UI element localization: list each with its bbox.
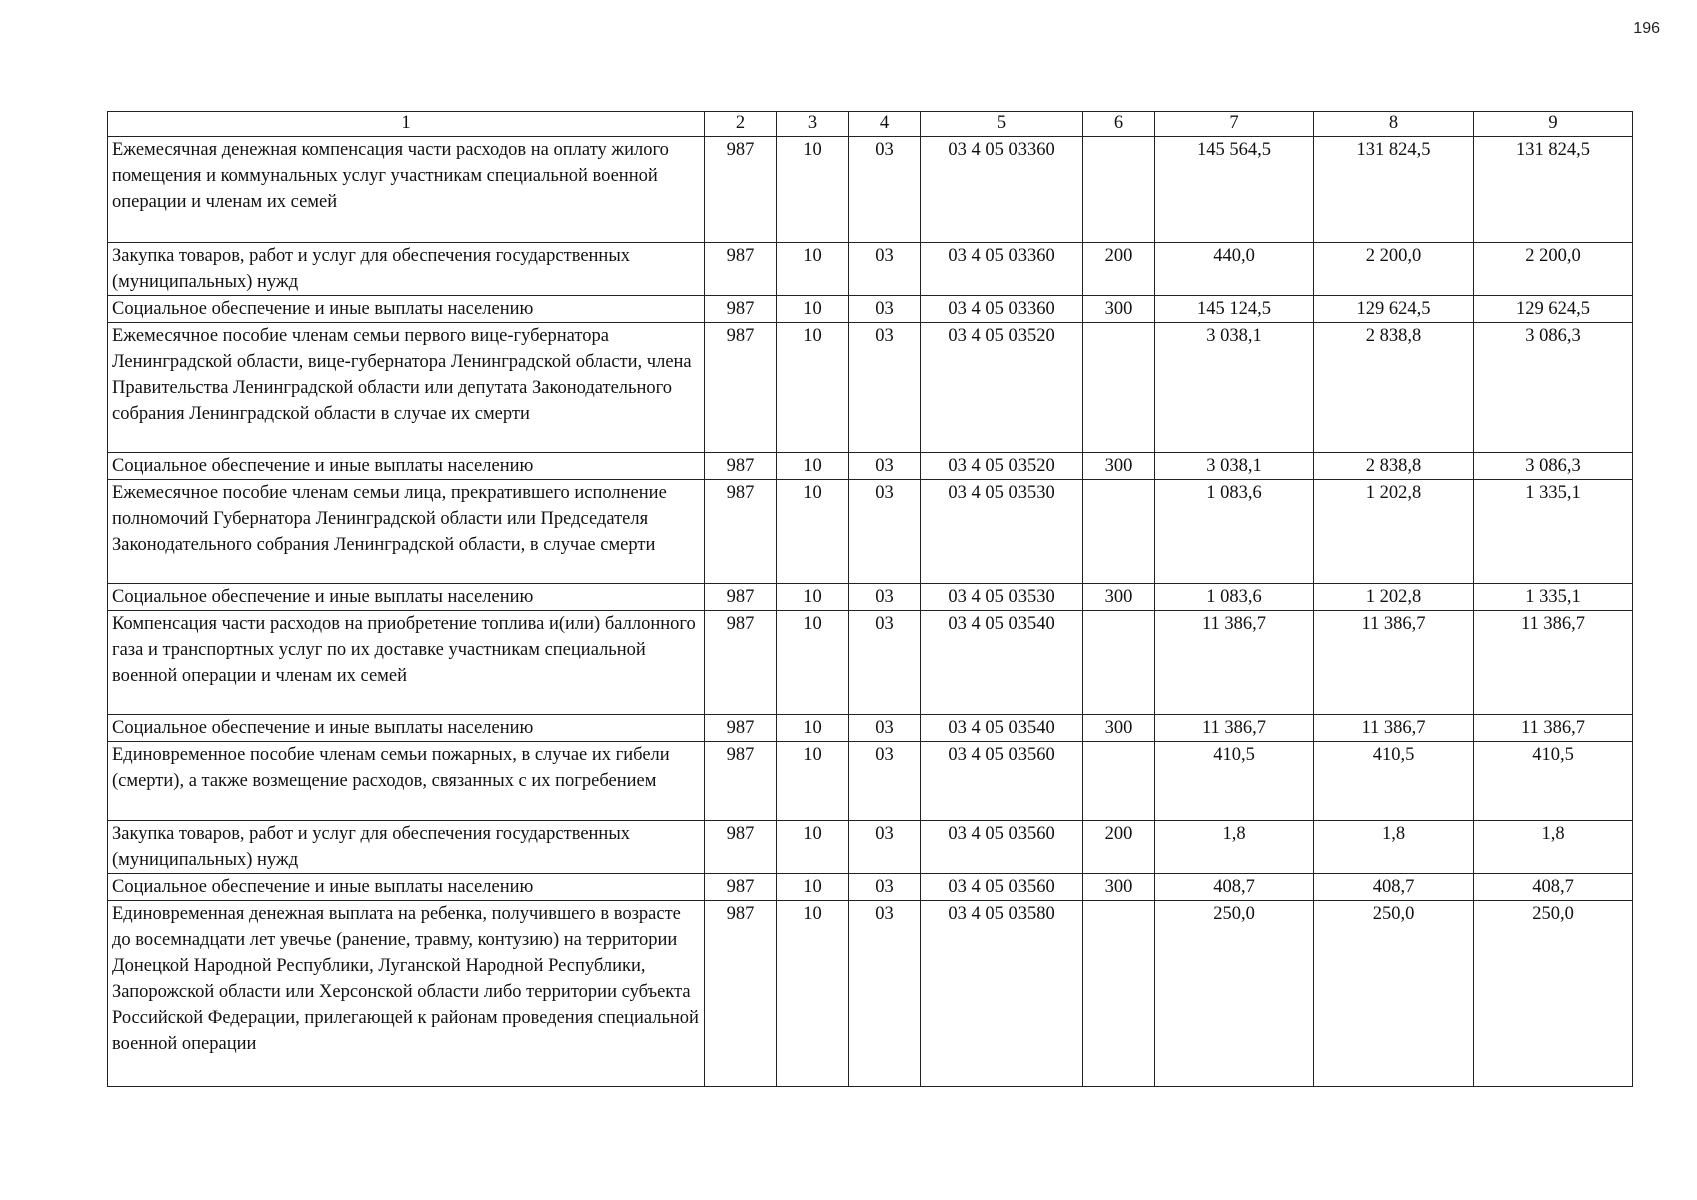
cell-section: 10 xyxy=(777,453,849,480)
cell-ministry-code: 987 xyxy=(705,323,777,453)
cell-expense-type xyxy=(1083,611,1155,715)
cell-target-article: 03 4 05 03360 xyxy=(921,243,1083,296)
cell-amount-col7: 145 124,5 xyxy=(1155,296,1314,323)
table-row xyxy=(108,480,1633,584)
cell-subsection: 03 xyxy=(849,296,921,323)
cell-section: 10 xyxy=(777,715,849,742)
cell-target-article: 03 4 05 03520 xyxy=(921,323,1083,453)
cell-amount-col7: 410,5 xyxy=(1155,742,1314,821)
cell-subsection: 03 xyxy=(849,742,921,821)
cell-expense-type: 200 xyxy=(1083,821,1155,874)
cell-ministry-code: 987 xyxy=(705,480,777,584)
cell-expense-type xyxy=(1083,323,1155,453)
cell-section: 10 xyxy=(777,874,849,901)
cell-name: Единовременное пособие членам семьи пожарных, в случае их гибели (смерти), а также возмещение расходов, связанных с их погребением xyxy=(108,742,705,821)
cell-amount-col8: 2 838,8 xyxy=(1314,323,1474,453)
table-row xyxy=(108,715,1633,742)
header-cell-2: 2 xyxy=(705,112,777,137)
cell-amount-col7: 3 038,1 xyxy=(1155,453,1314,480)
header-cell-5: 5 xyxy=(921,112,1083,137)
cell-target-article: 03 4 05 03560 xyxy=(921,821,1083,874)
cell-name: Закупка товаров, работ и услуг для обеспечения государственных (муниципальных) нужд xyxy=(108,243,705,296)
cell-name: Единовременная денежная выплата на ребенка, получившего в возрасте до восемнадцати лет увечье (ранение, травму, контузию) на территории Донецкой Народной Республики, Луганской Народной Республики, Запорожской области или Херсонской области либо территории субъекта Российской Федерации, прилегающей к районам проведения специальной военной операции xyxy=(108,901,705,1087)
cell-expense-type: 300 xyxy=(1083,584,1155,611)
cell-amount-col8: 11 386,7 xyxy=(1314,715,1474,742)
cell-amount-col7: 1 083,6 xyxy=(1155,480,1314,584)
cell-expense-type: 300 xyxy=(1083,874,1155,901)
cell-amount-col8: 2 200,0 xyxy=(1314,243,1474,296)
table-row xyxy=(108,901,1633,1087)
cell-amount-col9: 1 335,1 xyxy=(1474,584,1633,611)
cell-amount-col8: 408,7 xyxy=(1314,874,1474,901)
cell-amount-col9: 408,7 xyxy=(1474,874,1633,901)
cell-amount-col8: 131 824,5 xyxy=(1314,137,1474,243)
cell-expense-type: 200 xyxy=(1083,243,1155,296)
cell-target-article: 03 4 05 03520 xyxy=(921,453,1083,480)
table-body xyxy=(108,112,1633,1087)
cell-subsection: 03 xyxy=(849,821,921,874)
cell-section: 10 xyxy=(777,742,849,821)
cell-subsection: 03 xyxy=(849,243,921,296)
cell-amount-col7: 3 038,1 xyxy=(1155,323,1314,453)
header-cell-7: 7 xyxy=(1155,112,1314,137)
cell-amount-col9: 250,0 xyxy=(1474,901,1633,1087)
cell-name: Социальное обеспечение и иные выплаты населению xyxy=(108,874,705,901)
cell-amount-col9: 410,5 xyxy=(1474,742,1633,821)
cell-name: Социальное обеспечение и иные выплаты населению xyxy=(108,453,705,480)
cell-amount-col9: 131 824,5 xyxy=(1474,137,1633,243)
table-row xyxy=(108,453,1633,480)
table-row xyxy=(108,874,1633,901)
cell-amount-col9: 2 200,0 xyxy=(1474,243,1633,296)
cell-amount-col9: 1,8 xyxy=(1474,821,1633,874)
cell-subsection: 03 xyxy=(849,323,921,453)
cell-ministry-code: 987 xyxy=(705,453,777,480)
cell-section: 10 xyxy=(777,480,849,584)
cell-subsection: 03 xyxy=(849,480,921,584)
cell-amount-col7: 11 386,7 xyxy=(1155,611,1314,715)
cell-amount-col7: 250,0 xyxy=(1155,901,1314,1087)
cell-subsection: 03 xyxy=(849,453,921,480)
cell-subsection: 03 xyxy=(849,137,921,243)
cell-ministry-code: 987 xyxy=(705,821,777,874)
cell-amount-col7: 145 564,5 xyxy=(1155,137,1314,243)
cell-name: Социальное обеспечение и иные выплаты населению xyxy=(108,584,705,611)
cell-section: 10 xyxy=(777,323,849,453)
header-cell-4: 4 xyxy=(849,112,921,137)
table-row xyxy=(108,821,1633,874)
table-row xyxy=(108,243,1633,296)
cell-amount-col8: 410,5 xyxy=(1314,742,1474,821)
cell-expense-type xyxy=(1083,480,1155,584)
cell-name: Ежемесячная денежная компенсация части расходов на оплату жилого помещения и коммунальных услуг участникам специальной военной операции и членам их семей xyxy=(108,137,705,243)
cell-ministry-code: 987 xyxy=(705,137,777,243)
cell-section: 10 xyxy=(777,901,849,1087)
header-cell-9: 9 xyxy=(1474,112,1633,137)
cell-name: Ежемесячное пособие членам семьи лица, прекратившего исполнение полномочий Губернатора Ленинградской области или Председателя Законодательного собрания Ленинградской области, в случае смерти xyxy=(108,480,705,584)
table-row xyxy=(108,742,1633,821)
cell-expense-type xyxy=(1083,742,1155,821)
cell-amount-col8: 250,0 xyxy=(1314,901,1474,1087)
cell-amount-col8: 1 202,8 xyxy=(1314,584,1474,611)
cell-amount-col7: 408,7 xyxy=(1155,874,1314,901)
cell-expense-type xyxy=(1083,137,1155,243)
page-number: 196 xyxy=(1633,20,1660,37)
table-row xyxy=(108,296,1633,323)
cell-amount-col8: 1,8 xyxy=(1314,821,1474,874)
cell-ministry-code: 987 xyxy=(705,874,777,901)
cell-amount-col9: 11 386,7 xyxy=(1474,715,1633,742)
cell-subsection: 03 xyxy=(849,901,921,1087)
cell-ministry-code: 987 xyxy=(705,611,777,715)
header-cell-6: 6 xyxy=(1083,112,1155,137)
table-row xyxy=(108,611,1633,715)
header-cell-8: 8 xyxy=(1314,112,1474,137)
budget-table xyxy=(107,111,1633,1087)
cell-ministry-code: 987 xyxy=(705,243,777,296)
cell-subsection: 03 xyxy=(849,715,921,742)
cell-expense-type xyxy=(1083,901,1155,1087)
cell-amount-col7: 11 386,7 xyxy=(1155,715,1314,742)
header-cell-3: 3 xyxy=(777,112,849,137)
cell-target-article: 03 4 05 03540 xyxy=(921,715,1083,742)
cell-ministry-code: 987 xyxy=(705,901,777,1087)
cell-amount-col7: 1 083,6 xyxy=(1155,584,1314,611)
cell-name: Ежемесячное пособие членам семьи первого вице-губернатора Ленинградской области, вице-губернатора Ленинградской области, члена Правительства Ленинградской области или депутата Законодательного собрания Ленинградской области в случае их смерти xyxy=(108,323,705,453)
cell-expense-type: 300 xyxy=(1083,453,1155,480)
cell-amount-col7: 1,8 xyxy=(1155,821,1314,874)
cell-section: 10 xyxy=(777,584,849,611)
cell-section: 10 xyxy=(777,611,849,715)
cell-target-article: 03 4 05 03530 xyxy=(921,584,1083,611)
cell-amount-col8: 1 202,8 xyxy=(1314,480,1474,584)
cell-target-article: 03 4 05 03360 xyxy=(921,137,1083,243)
cell-amount-col9: 11 386,7 xyxy=(1474,611,1633,715)
cell-section: 10 xyxy=(777,243,849,296)
cell-ministry-code: 987 xyxy=(705,584,777,611)
cell-section: 10 xyxy=(777,296,849,323)
table-row xyxy=(108,323,1633,453)
cell-ministry-code: 987 xyxy=(705,715,777,742)
cell-ministry-code: 987 xyxy=(705,742,777,821)
cell-ministry-code: 987 xyxy=(705,296,777,323)
cell-target-article: 03 4 05 03530 xyxy=(921,480,1083,584)
cell-subsection: 03 xyxy=(849,584,921,611)
cell-amount-col9: 3 086,3 xyxy=(1474,323,1633,453)
cell-amount-col9: 1 335,1 xyxy=(1474,480,1633,584)
cell-target-article: 03 4 05 03560 xyxy=(921,874,1083,901)
cell-target-article: 03 4 05 03540 xyxy=(921,611,1083,715)
cell-name: Компенсация части расходов на приобретение топлива и(или) баллонного газа и транспортных услуг по их доставке участникам специальной военной операции и членам их семей xyxy=(108,611,705,715)
cell-amount-col9: 129 624,5 xyxy=(1474,296,1633,323)
cell-name: Социальное обеспечение и иные выплаты населению xyxy=(108,715,705,742)
cell-amount-col8: 2 838,8 xyxy=(1314,453,1474,480)
table-header-row xyxy=(108,112,1633,137)
cell-amount-col8: 11 386,7 xyxy=(1314,611,1474,715)
table-row xyxy=(108,137,1633,243)
cell-amount-col8: 129 624,5 xyxy=(1314,296,1474,323)
cell-expense-type: 300 xyxy=(1083,715,1155,742)
cell-target-article: 03 4 05 03560 xyxy=(921,742,1083,821)
header-cell-1: 1 xyxy=(108,112,705,137)
cell-name: Закупка товаров, работ и услуг для обеспечения государственных (муниципальных) нужд xyxy=(108,821,705,874)
cell-target-article: 03 4 05 03580 xyxy=(921,901,1083,1087)
cell-amount-col7: 440,0 xyxy=(1155,243,1314,296)
table-row xyxy=(108,584,1633,611)
cell-target-article: 03 4 05 03360 xyxy=(921,296,1083,323)
cell-subsection: 03 xyxy=(849,874,921,901)
cell-amount-col9: 3 086,3 xyxy=(1474,453,1633,480)
cell-name: Социальное обеспечение и иные выплаты населению xyxy=(108,296,705,323)
cell-section: 10 xyxy=(777,137,849,243)
cell-subsection: 03 xyxy=(849,611,921,715)
cell-expense-type: 300 xyxy=(1083,296,1155,323)
cell-section: 10 xyxy=(777,821,849,874)
